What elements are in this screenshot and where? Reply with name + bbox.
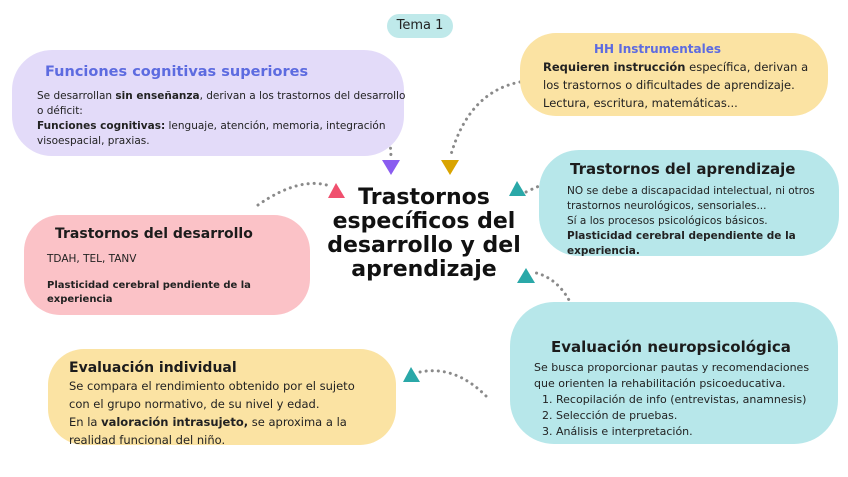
desarrollo-line1: TDAH, TEL, TANV [47,253,137,265]
funciones-line3: Funciones cognitivas: lenguaje, atención, memoria, integración [37,120,386,132]
neuro-line2: que orienten la rehabilitación psicoeducativa. [534,377,786,390]
neuro-line1: Se busca proporcionar pautas y recomendaciones [534,361,810,374]
individual-line4: realidad funcional del niño. [69,433,226,447]
tema-badge: Tema 1 [387,14,453,38]
central-topic-title: Trastornos específicos del desarrollo y del aprendizaje [327,185,521,282]
desarrollo-line3: experiencia [47,294,113,305]
hh-line1: Requieren instrucción específica, derivan a [543,60,809,74]
aprendizaje-line4: Plasticidad cerebral dependiente de la [567,230,796,242]
arrowhead-purple-icon [382,160,400,175]
hh-title: HH Instrumentales [594,42,722,56]
arrowhead-gold-icon [441,160,459,175]
arrowhead-teal-individual-icon [403,367,420,382]
neuro-title: Evaluación neuropsicológica [551,338,791,356]
hh-line3: Lectura, escritura, matemáticas... [543,96,738,110]
desarrollo-line2: Plasticidad cerebral pendiente de la [47,280,251,291]
neuro-list-item: 1. Recopilación de info (entrevistas, anamnesis) [542,393,807,406]
aprendizaje-line3: Sí a los procesos psicológicos básicos. [567,215,768,227]
individual-line3: En la valoración intrasujeto, se aproxima a la [69,415,347,429]
neuro-list-item: 2. Selección de pruebas. [542,409,678,422]
individual-title: Evaluación individual [69,360,237,376]
connector-hh [450,82,520,158]
neuro-list-item: 3. Análisis e interpretación. [542,425,693,438]
funciones-title: Funciones cognitivas superiores [45,64,309,80]
funciones-line1: Se desarrollan sin enseñanza, derivan a los trastornos del desarrollo [37,90,406,102]
individual-line1: Se compara el rendimiento obtenido por el sujeto [69,379,355,393]
desarrollo-title: Trastornos del desarrollo [55,226,253,242]
hh-line2: los trastornos o dificultades de aprendizaje. [543,78,795,92]
aprendizaje-line2: trastornos neurológicos, sensoriales... [567,200,767,212]
individual-line2: con el grupo normativo, de su nivel y edad. [69,397,320,411]
funciones-line2: o déficit: [37,105,83,117]
aprendizaje-title: Trastornos del aprendizaje [570,160,796,178]
aprendizaje-line1: NO se debe a discapacidad intelectual, ni otros [567,185,815,197]
aprendizaje-line5: experiencia. [567,245,640,257]
connector-individual [420,371,486,396]
funciones-line4: visoespacial, praxias. [37,135,150,147]
